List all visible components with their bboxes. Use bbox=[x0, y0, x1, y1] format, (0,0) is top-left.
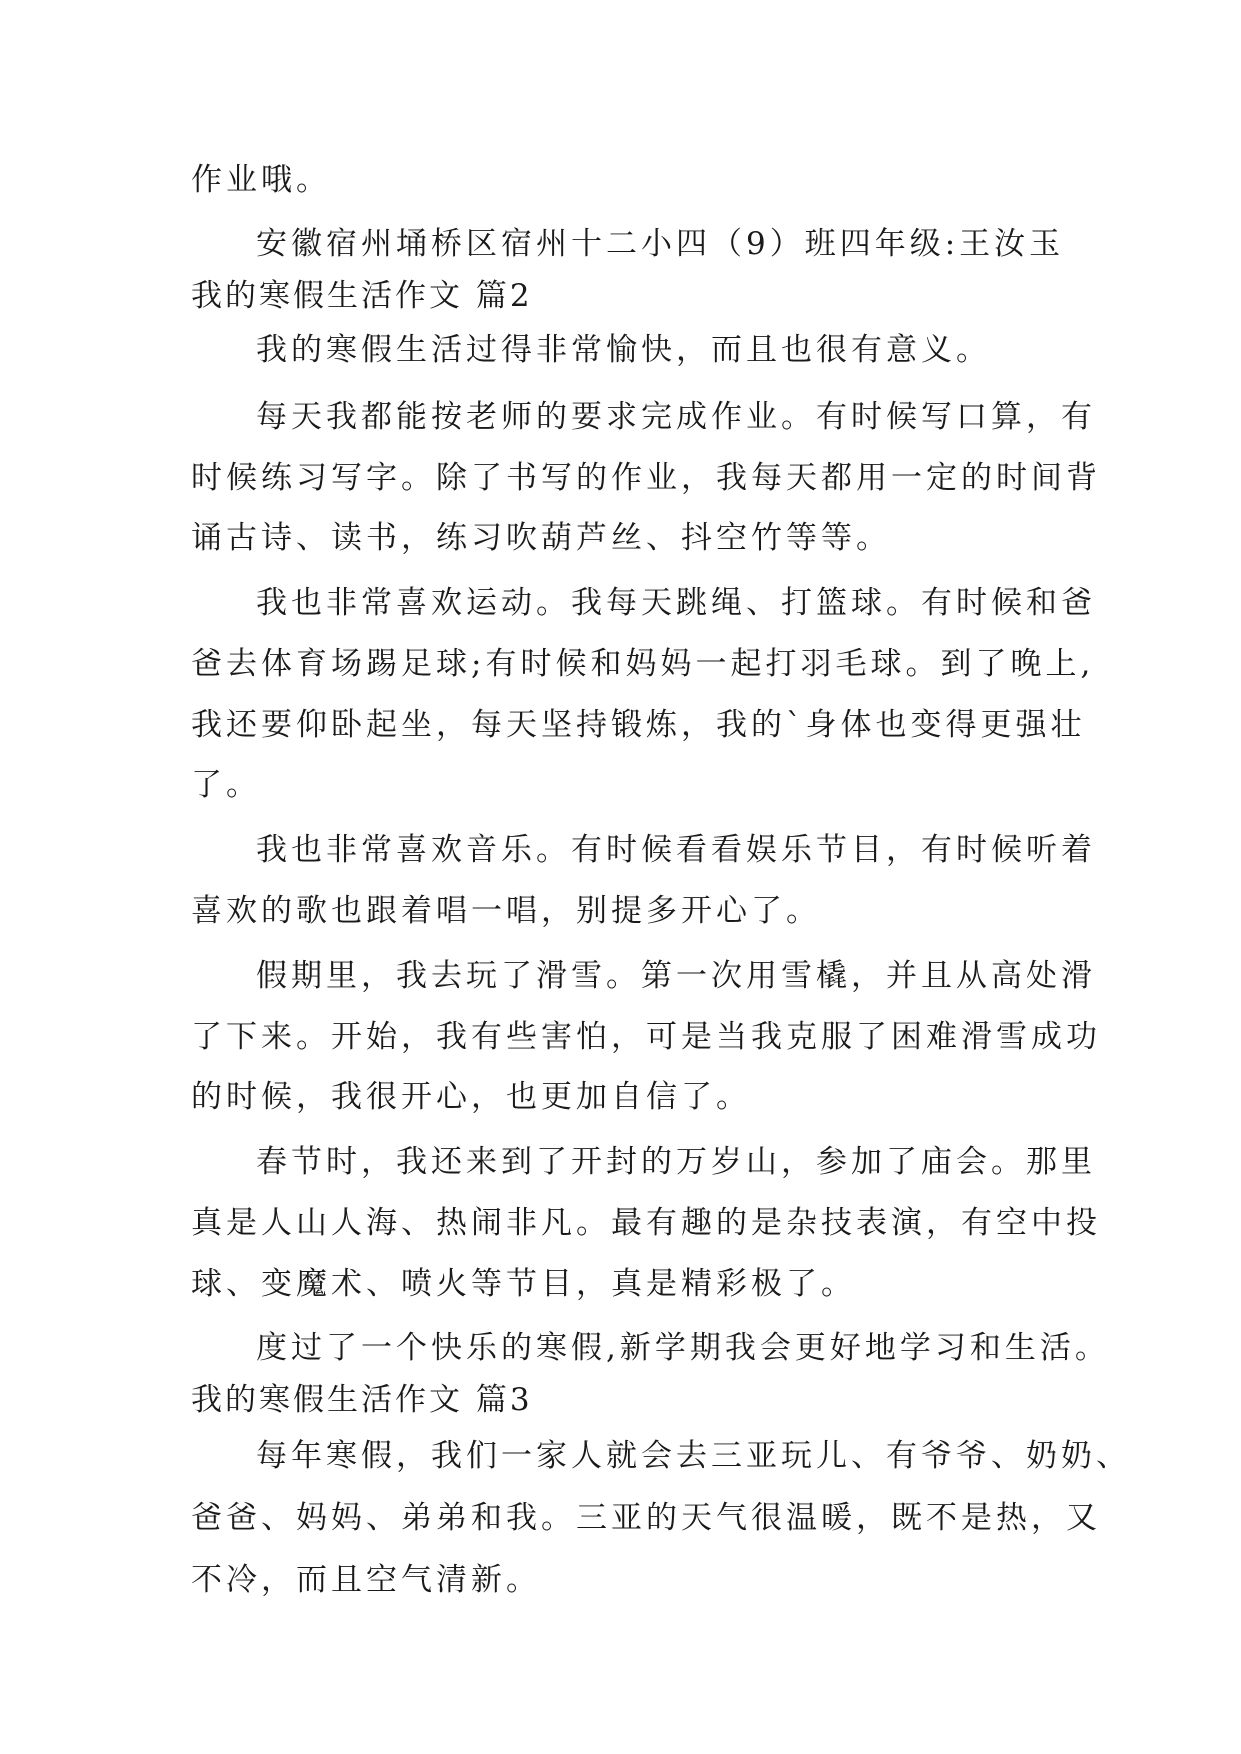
paragraph-line: 了。 bbox=[191, 767, 261, 803]
paragraph-line: 不冷，而且空气清新。 bbox=[191, 1562, 541, 1598]
paragraph-line: 诵古诗、读书，练习吹葫芦丝、抖空竹等等。 bbox=[191, 520, 891, 556]
paragraph-line: 真是人山人海、热闹非凡。最有趣的是杂技表演，有空中投 bbox=[191, 1205, 1101, 1241]
paragraph-line: 爸爸、妈妈、弟弟和我。三亚的天气很温暖，既不是热，又 bbox=[191, 1500, 1101, 1536]
paragraph-line: 春节时，我还来到了开封的万岁山，参加了庙会。那里 bbox=[256, 1144, 1096, 1180]
paragraph-line: 了下来。开始，我有些害怕，可是当我克服了困难滑雪成功 bbox=[191, 1019, 1101, 1055]
paragraph-line: 我的寒假生活过得非常愉快，而且也很有意义。 bbox=[256, 332, 991, 368]
section-heading-2: 我的寒假生活作文 篇2 bbox=[191, 278, 533, 314]
author-signature-line: 安徽宿州埇桥区宿州十二小四（9）班四年级:王汝玉 bbox=[256, 226, 1065, 262]
paragraph-line: 我也非常喜欢音乐。有时候看看娱乐节目，有时候听着 bbox=[256, 832, 1096, 868]
paragraph-line: 我还要仰卧起坐，每天坚持锻炼，我的`身体也变得更强壮 bbox=[191, 707, 1086, 743]
paragraph-line: 每年寒假，我们一家人就会去三亚玩儿、有爷爷、奶奶、 bbox=[256, 1438, 1131, 1474]
paragraph-line: 时候练习写字。除了书写的作业，我每天都用一定的时间背 bbox=[191, 460, 1101, 496]
paragraph-line: 球、变魔术、喷火等节目，真是精彩极了。 bbox=[191, 1266, 856, 1302]
paragraph-line: 我也非常喜欢运动。我每天跳绳、打篮球。有时候和爸 bbox=[256, 585, 1096, 621]
paragraph-line: 的时候，我很开心，也更加自信了。 bbox=[191, 1079, 751, 1115]
paragraph-line: 度过了一个快乐的寒假,新学期我会更好地学习和生活。 bbox=[256, 1330, 1110, 1366]
paragraph-line: 假期里，我去玩了滑雪。第一次用雪橇，并且从高处滑 bbox=[256, 958, 1096, 994]
section-heading-3: 我的寒假生活作文 篇3 bbox=[191, 1382, 533, 1418]
paragraph-line: 爸去体育场踢足球;有时候和妈妈一起打羽毛球。到了晚上, bbox=[191, 646, 1095, 682]
paragraph-line: 每天我都能按老师的要求完成作业。有时候写口算，有 bbox=[256, 399, 1096, 435]
paragraph-line: 喜欢的歌也跟着唱一唱，别提多开心了。 bbox=[191, 893, 821, 929]
paragraph-line: 作业哦。 bbox=[191, 162, 331, 198]
